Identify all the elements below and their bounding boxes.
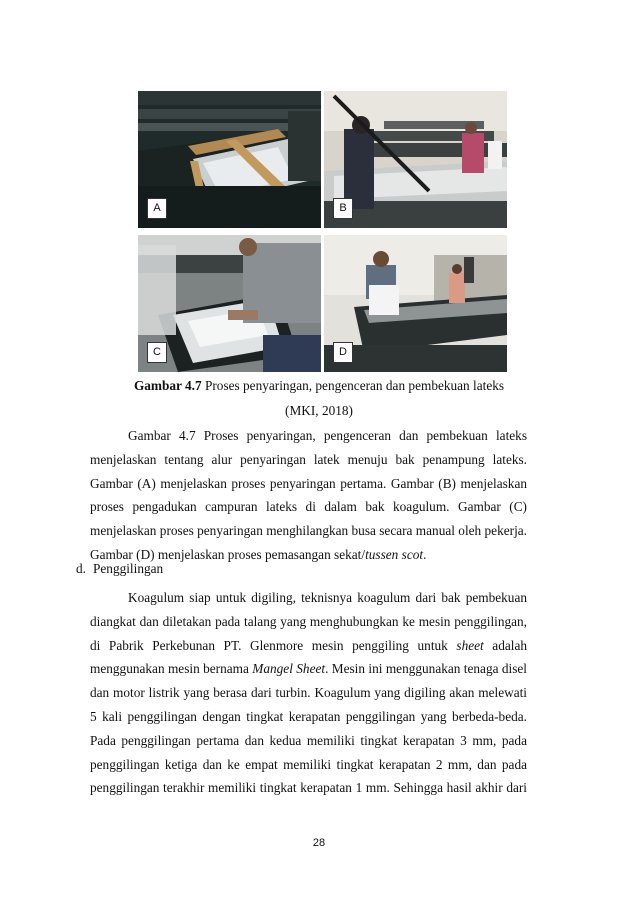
section-title: Penggilingan — [93, 561, 164, 576]
italic-mangel-sheet: Mangel Sheet — [252, 661, 326, 677]
paragraph-2 — [90, 586, 527, 800]
figure-caption — [0, 377, 638, 395]
paragraph-1-line: Gambar (A) menjelaskan proses penyaringan pertama. Gambar (B) menjelaskan — [90, 475, 527, 491]
paragraph-2-line: 5 kali penggilingan dengan tingkat kerapatan penggilingan yang berbeda-beda. — [90, 708, 527, 724]
paragraph-1-line: menjelaskan tentang alur penyaringan latek menuju bak penampung lateks. — [90, 451, 527, 467]
italic-term: tussen scot — [365, 546, 424, 562]
paragraph-2-line: Pada penggilingan pertama dan kedua memiliki tingkat kerapatan 3 mm, pada — [90, 732, 527, 748]
paragraph-2-line-text: adalah — [483, 637, 527, 653]
paragraph-1 — [90, 424, 527, 567]
figure-caption-bold: Gambar 4.7 — [133, 378, 202, 393]
paragraph-1-line: menjelaskan proses penyaringan menghilangkan busa secara manual oleh pekerja. — [90, 523, 527, 539]
paragraph-2-line — [90, 634, 527, 658]
paragraph-1-line: proses pengadukan campuran lateks di dalam bak koagulum. Gambar (C) — [90, 499, 527, 515]
photo-c — [138, 235, 321, 372]
page-number: 28 — [312, 837, 326, 849]
paragraph-2-line: Koagulum siap untuk digiling, teknisnya koagulum dari bak pembekuan — [128, 590, 527, 605]
panel-label-b: B — [333, 198, 353, 219]
italic-sheet: sheet — [456, 637, 484, 653]
section-heading — [76, 560, 163, 578]
paragraph-2-line: diangkat dan diletakan pada talang yang menghubungkan ke mesin penggilingan, — [90, 613, 527, 629]
section-number: d. — [76, 561, 86, 576]
paragraph-2-line: dan motor listrik yang berasa dari turbin. Koagulum yang digiling akan melewati — [90, 685, 527, 701]
photo-a — [138, 91, 321, 228]
panel-label-a: A — [147, 198, 167, 219]
paragraph-2-line-text: menggunakan mesin bernama — [90, 661, 253, 677]
panel-label-c: C — [147, 342, 167, 363]
photo-d — [324, 235, 507, 372]
paragraph-1-line-text: Gambar (D) menjelaskan proses pemasangan sekat/ — [90, 546, 366, 562]
paragraph-2-line: penggilingan terakhir memiliki tingkat kerapatan 1 mm. Sehingga hasil akhir dari — [90, 780, 527, 796]
figure-caption-text: Proses penyaringan, pengenceran dan pembekuan lateks — [201, 378, 505, 393]
paragraph-2-line-text: di Pabrik Perkebunan PT. Glenmore mesin penggiling untuk — [90, 637, 457, 653]
figure-4-7 — [138, 91, 507, 372]
paragraph-2-line-text: . Mesin ini menggunakan tenaga disel — [325, 661, 527, 677]
paragraph-1-line: Gambar 4.7 Proses penyaringan, pengenceran dan pembekuan lateks — [128, 428, 527, 443]
end-punct: . — [423, 546, 427, 562]
paragraph-2-line: penggilingan ketiga dan ke empat memiliki tingkat kerapatan 2 mm, dan pada — [90, 756, 527, 772]
paragraph-2-line — [90, 657, 527, 681]
panel-label-d: D — [333, 342, 353, 363]
photo-b — [324, 91, 507, 228]
figure-caption-source: (MKI, 2018) — [285, 403, 353, 418]
